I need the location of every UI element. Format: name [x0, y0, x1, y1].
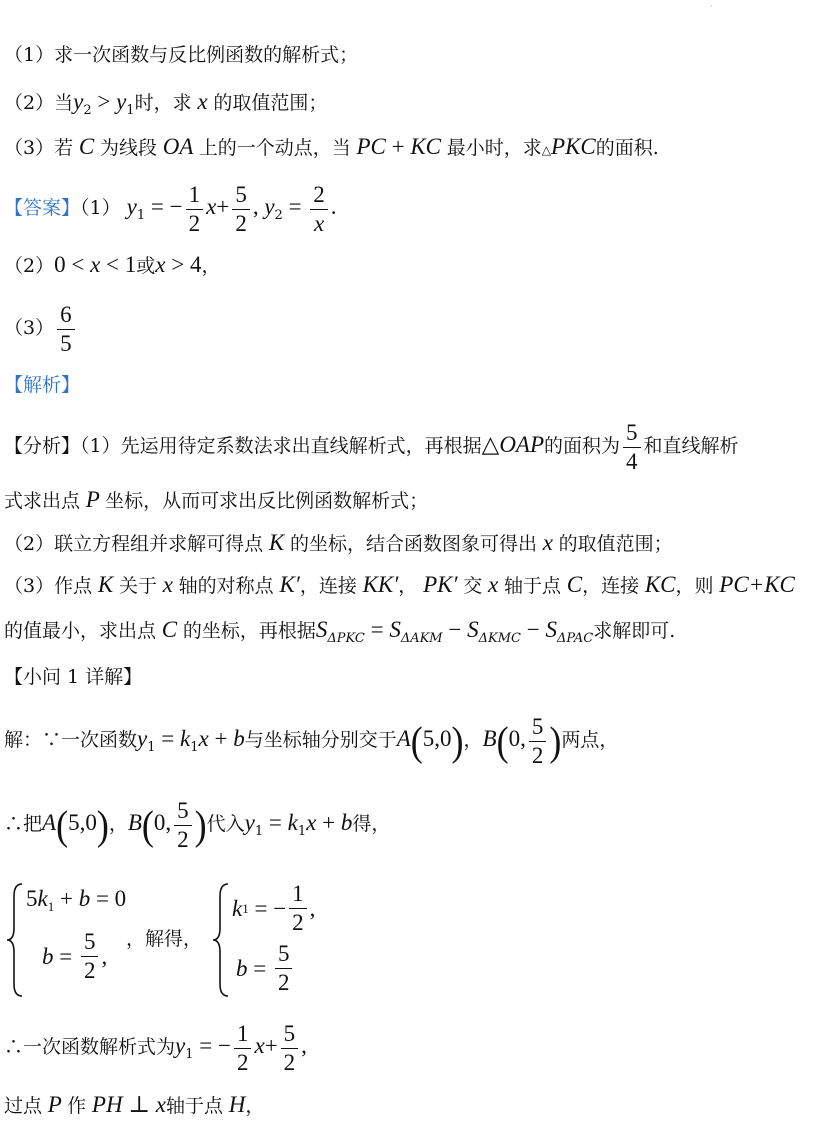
q3-c: 上的一个动点，当 — [198, 137, 351, 159]
answer-2: （2）0 < x < 1或x > 4， — [4, 252, 221, 277]
fenxi1-d: 式求出点 — [4, 490, 81, 512]
q3-b: 为线段 — [99, 137, 157, 159]
question-1 — [4, 42, 358, 68]
substitute-line: ∴把A(5,0)，B(0, $\frac{5}{2}$ )代入$y_1 = k_1x + b$得， — [4, 797, 391, 852]
sub-a: ∴把 — [4, 813, 43, 835]
last-b: 作 — [67, 1095, 87, 1117]
ans2-label: （2） — [4, 255, 55, 277]
q2-post: 时，求 — [134, 92, 192, 114]
result-a: ∴一次函数解析式为 — [4, 1036, 176, 1058]
question-2: （2）当$y_2 > y_1$时，求 x 的取值范围； — [4, 89, 328, 118]
left-brace-2 — [210, 882, 234, 998]
answer-1: 【答案】（1） $y_1$ = − $\frac{1}{2}$ x+ $\frac{5}{2}$ , $y_2$ = $\frac{2}{x}$ . — [4, 181, 337, 236]
system1-eq1: $5k_1 + b = 0$ — [26, 886, 127, 914]
fenxi3-d: ，连接 — [299, 575, 357, 597]
left-brace-1 — [4, 882, 28, 998]
sub-c: 得， — [352, 813, 391, 835]
fenxi-line-3: （2）联立方程组并求解可得点 K 的坐标，结合函数图象可得出 x 的取值范围； — [4, 530, 673, 555]
fenxi3-g: 轴于点 — [503, 575, 561, 597]
solved-text: ，解得， — [126, 928, 203, 950]
fenxi1-b: 的面积为 — [544, 435, 621, 457]
fenxi-line-4: （3）作点 K 关于 x 轴的对称点 K′，连接 KK′， PK′ 交 x 轴于点 C，连接 KC，则 PC+KC — [4, 572, 795, 597]
fenxi-line-1: 【分析】（1）先运用待定系数法求出直线解析式，再根据△OAP的面积为 $\frac{5}{4}$ 和直线解析 — [4, 419, 739, 474]
ans1-prefix: （1） — [80, 197, 121, 219]
q2-end: 的取值范围； — [213, 92, 328, 114]
fenxi-label: 【分析】 — [4, 435, 81, 457]
fenxi2-c: 的取值范围； — [558, 533, 673, 555]
fenxi3-a: （3）作点 — [4, 575, 93, 597]
q3-a: （3）若 — [4, 137, 74, 159]
ans3-label: （3） — [4, 317, 55, 339]
fenxi3-b: 关于 — [118, 575, 157, 597]
fenxi3-l: 求解即可. — [593, 620, 676, 642]
fenxi3-j: 的值最小，求出点 — [4, 620, 157, 642]
result-line: ∴一次函数解析式为$y_1$ = − $\frac{1}{2}$ x+ $\frac{5}{2}$ , — [4, 1020, 307, 1075]
last-line: 过点 P 作 PH ⊥ x轴于点 H， — [4, 1092, 265, 1117]
fenxi3-h: ，连接 — [582, 575, 640, 597]
jiexi-label: 【解析】 — [4, 374, 81, 396]
q3-e: 的面积. — [595, 137, 659, 159]
corner-mark: · — [710, 2, 713, 11]
q2-pre: （2）当 — [4, 92, 74, 114]
solution-line-1: 解：∵一次函数$y_1 = k_1x + b$与坐标轴分别交于A(5,0)，B(0, $\frac{5}{2}$ )两点， — [4, 713, 619, 768]
fenxi3-i: ，则 — [675, 575, 714, 597]
fenxi1-a: （1）先运用待定系数法求出直线解析式，再根据 — [80, 435, 482, 457]
fenxi1-c: 和直线解析 — [643, 435, 739, 457]
sol-c: 两点， — [561, 729, 619, 751]
sub-b: 代入 — [206, 813, 245, 835]
fenxi3-e: ， — [398, 575, 418, 597]
small-question-1-header: 【小问 1 详解】 — [4, 666, 143, 688]
last-c: 轴于点 — [165, 1095, 223, 1117]
fenxi3-f: 交 — [463, 575, 483, 597]
fenxi-line-2: 式求出点 P 坐标，从而可求出反比例函数解析式； — [4, 487, 429, 512]
fenxi3-c: 轴的对称点 — [178, 575, 274, 597]
fenxi1-e: 坐标，从而可求出反比例函数解析式； — [105, 490, 429, 512]
fenxi2-a: （2）联立方程组并求解可得点 — [4, 533, 264, 555]
equation-systems — [4, 882, 824, 1002]
system2-eq2: b = $\frac{5}{2}$ — [236, 942, 295, 995]
fenxi2-b: 的坐标，结合函数图象可得出 — [289, 533, 537, 555]
question-1-text: （1）求一次函数与反比例函数的解析式； — [4, 44, 359, 66]
ans2-or: 或 — [136, 255, 156, 277]
answer-label: 【答案】 — [4, 197, 81, 219]
system1-eq2: b = $\frac{5}{2}$ , — [42, 929, 108, 983]
fenxi3-k: 的坐标，再根据 — [182, 620, 316, 642]
last-a: 过点 — [4, 1095, 43, 1117]
fenxi-line-5: 的值最小，求出点 C 的坐标，再根据$S_{\Delta PKC} = S_{\Delta AKM} - S_{\Delta KMC} - S_{\Delta PAC}$求解即可. — [4, 617, 676, 646]
q3-d: 最小时，求 — [446, 137, 542, 159]
answer-3: （3） $\frac{6}{5}$ — [4, 300, 78, 356]
sol-b: 与坐标轴分别交于 — [244, 729, 397, 751]
sol-a: 解：∵一次函数 — [4, 729, 138, 751]
system2-eq1: k 1 = − $\frac{1}{2}$ , — [232, 881, 316, 935]
question-3: （3）若 C 为线段 OA 上的一个动点，当 PC + KC 最小时，求△PKC的面积. — [4, 134, 659, 159]
